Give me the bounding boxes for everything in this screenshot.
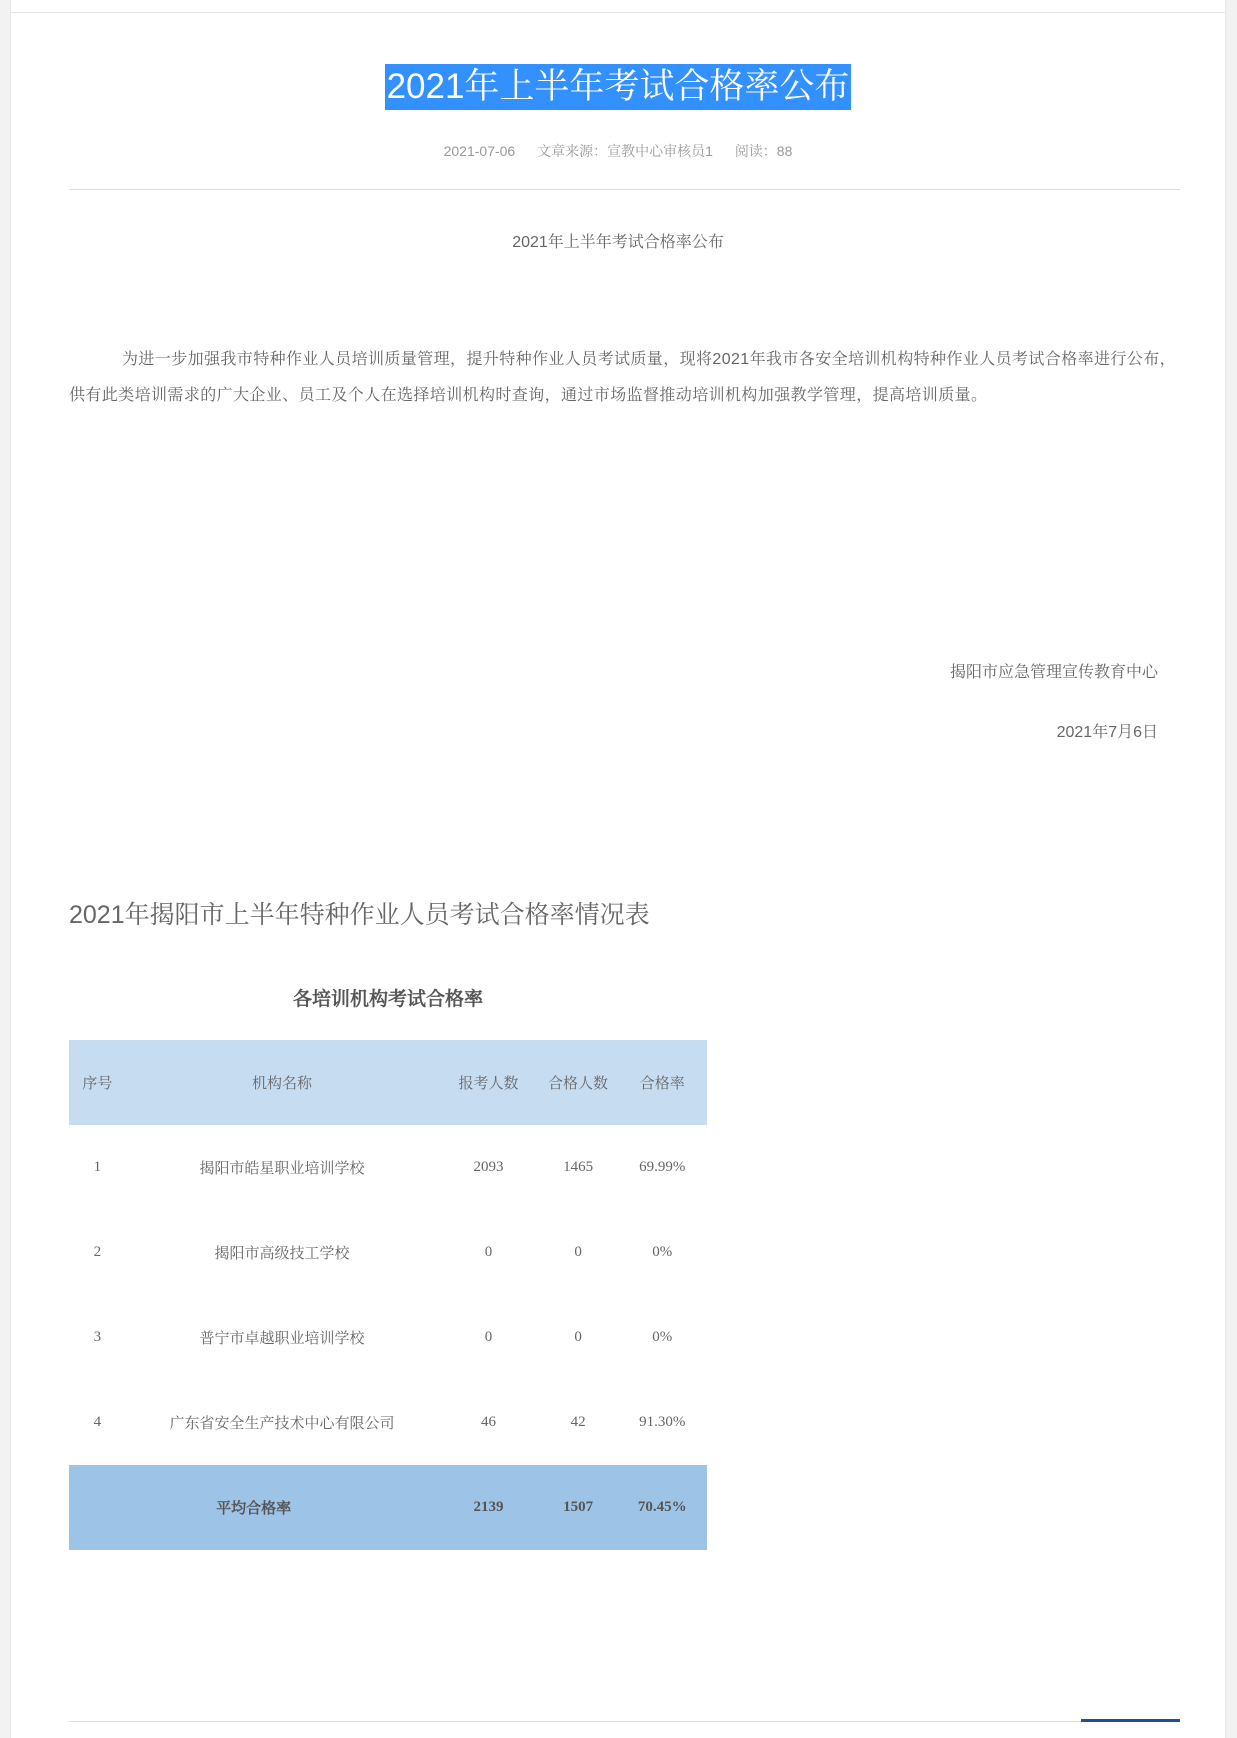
pass-rate-table <box>69 1040 707 1550</box>
summary-applicants: 2139 <box>438 1465 539 1550</box>
row-passed: 1465 <box>563 1159 594 1175</box>
row-passed: 0 <box>574 1244 582 1260</box>
footer-divider <box>69 1721 1180 1722</box>
header-applicants: 报考人数 <box>438 1040 539 1125</box>
row-institution: 广东省安全生产技术中心有限公司 <box>169 1415 395 1432</box>
row-institution: 揭阳市高级技工学校 <box>214 1245 350 1262</box>
row-applicants: 0 <box>484 1244 493 1260</box>
meta-divider <box>69 189 1180 190</box>
row-rate: 0% <box>652 1244 673 1260</box>
article-signature: 揭阳市应急管理宣传教育中心 <box>949 664 1158 681</box>
article-page <box>10 0 1226 1738</box>
row-applicants: 2093 <box>473 1159 504 1175</box>
row-index: 3 <box>93 1329 102 1345</box>
top-divider <box>11 12 1225 13</box>
article-title-wrap <box>11 64 1225 110</box>
row-index: 1 <box>93 1159 102 1175</box>
header-index: 序号 <box>69 1040 126 1125</box>
article-signature-date: 2021年7月6日 <box>1056 724 1158 741</box>
article-title: 2021年上半年考试合格率公布 <box>385 64 852 110</box>
section-heading: 2021年揭阳市上半年特种作业人员考试合格率情况表 <box>69 901 650 929</box>
summary-passed: 1507 <box>539 1465 618 1550</box>
row-index: 2 <box>93 1244 102 1260</box>
row-rate: 0% <box>652 1329 673 1345</box>
article-meta <box>11 141 1225 161</box>
row-applicants: 0 <box>484 1329 493 1345</box>
table-row <box>69 1380 707 1465</box>
summary-label: 平均合格率 <box>69 1465 438 1550</box>
table-caption: 各培训机构考试合格率 <box>292 989 483 1010</box>
article-date: 2021-07-06 <box>443 143 516 159</box>
header-passed: 合格人数 <box>539 1040 618 1125</box>
row-passed: 0 <box>574 1329 582 1345</box>
row-applicants: 46 <box>480 1414 496 1430</box>
summary-rate: 70.45% <box>617 1465 707 1550</box>
article-paragraph: 为进一步加强我市特种作业人员培训质量管理，提升特种作业人员考试质量，现将2021年我市各安全培训机构特种作业人员考试合格率进行公布，供有此类培训需求的广大企业、员工及个人在选择培训机构时查询，通过市场监督推动培训机构加强教学管理，提高培训质量。 <box>69 351 1176 404</box>
table-row <box>69 1295 707 1380</box>
row-index: 4 <box>93 1414 102 1430</box>
table-row <box>69 1125 707 1210</box>
row-rate: 69.99% <box>639 1159 686 1175</box>
row-institution: 普宁市卓越职业培训学校 <box>199 1330 365 1347</box>
article-subtitle: 2021年上半年考试合格率公布 <box>512 234 724 251</box>
article-source: 文章来源：宣教中心审核员1 <box>537 143 713 159</box>
header-institution: 机构名称 <box>126 1040 438 1125</box>
row-passed: 42 <box>570 1414 586 1430</box>
footer-accent-bar <box>1081 1719 1180 1722</box>
header-rate: 合格率 <box>617 1040 707 1125</box>
table-summary-row <box>69 1465 707 1550</box>
table-header-row <box>69 1040 707 1125</box>
row-rate: 91.30% <box>639 1414 686 1430</box>
article-read-count: 阅读：88 <box>734 143 793 159</box>
row-institution: 揭阳市皓星职业培训学校 <box>199 1160 365 1177</box>
table-row <box>69 1210 707 1295</box>
